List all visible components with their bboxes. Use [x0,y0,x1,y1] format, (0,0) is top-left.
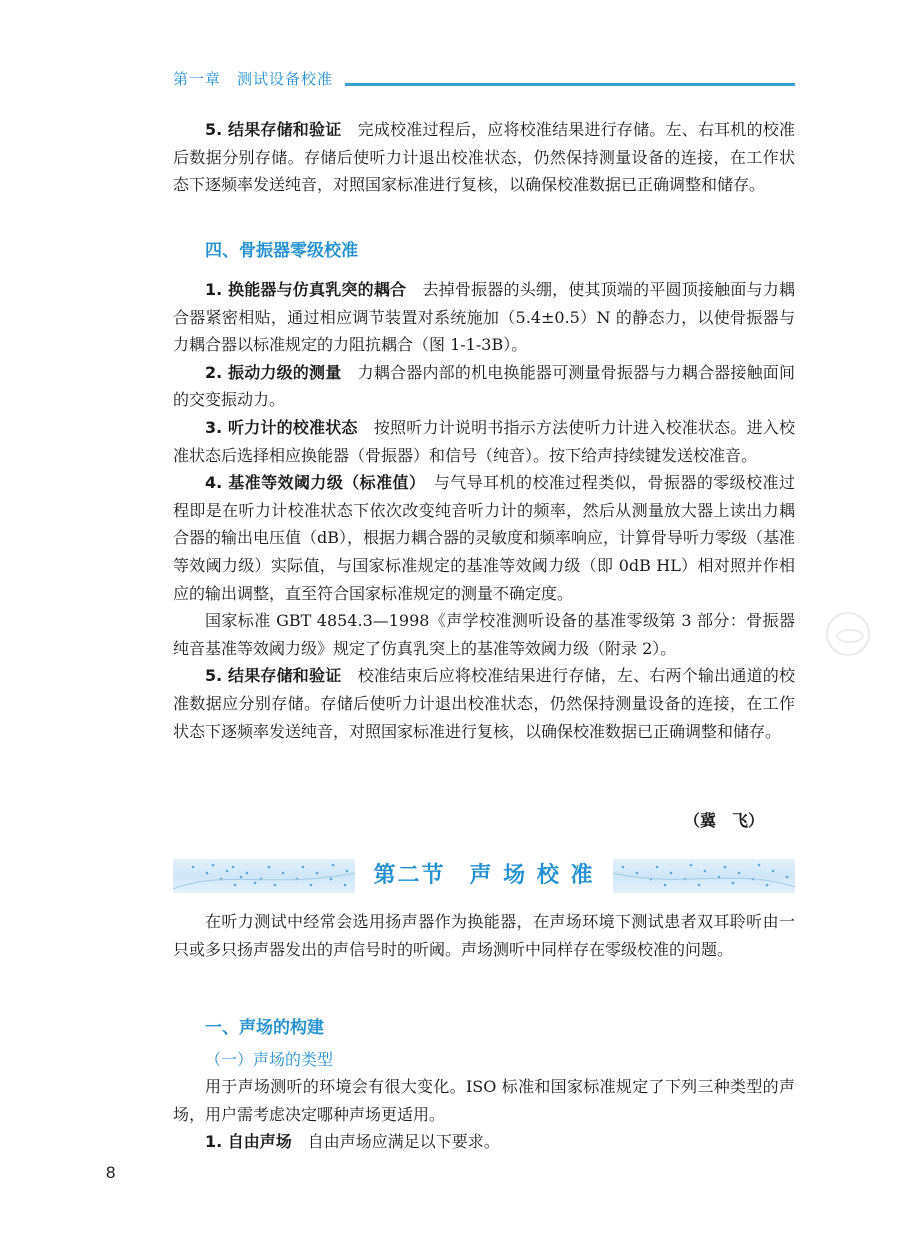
paragraph-lead: 2. 振动力级的测量 [205,362,342,382]
paragraph-text: 完成校准过程后，应将校准结果进行存储。左、右耳机的校准后数据分别存储。存储后使听力计退出校准状态，仍然保持测量设备的连接，在工作状态下逐频率发送纯音，对照国家标准进行复核，以确保校准数据已正确调整和储存。 [173,120,795,195]
body-text-block [173,276,795,745]
paragraph-text: 力耦合器内部的机电换能器可测量骨振器与力耦合器接触面间的交变振动力。 [173,362,795,410]
paragraph-text: 校准结束后应将校准结果进行存储，左、右两个输出通道的校准数据应分别存储。存储后使听力计退出校准状态，仍然保持测量设备的连接，在工作状态下逐频率发送纯音，对照国家标准进行复核，以确保校准数据已正确调整和储存。 [173,666,795,741]
paragraph-text: 按照听力计说明书指示方法使听力计进入校准状态。进入校准状态后选择相应换能器（骨振器）和信号（纯音）。按下给声持续键发送校准音。 [173,417,795,465]
paragraph-text: 在听力测试中经常会选用扬声器作为换能器，在声场环境下测试患者双耳聆听由一只或多只扬声器发出的声信号时的听阈。声场测听中同样存在零级校准的问题。 [173,912,795,959]
paragraph-text: 用于声场测听的环境会有很大变化。ISO 标准和国家标准规定了下列三种类型的声场，用户需考虑决定哪种声场更适用。 [173,1077,795,1124]
paragraph-lead: 1. 自由声场 [205,1132,292,1152]
header-rule [345,83,795,86]
paragraph-lead: 5. 结果存储和验证 [205,120,342,139]
paragraph-calibration-state [173,414,795,469]
paragraph-lead: 3. 听力计的校准状态 [205,417,358,437]
paragraph-environment [173,1073,795,1128]
paragraph-result-storage-1 [173,116,795,199]
subsection-heading-types: （一）声场的类型 [205,1050,334,1069]
paragraph-free-field [173,1128,795,1156]
watermark-stamp [826,612,870,656]
paragraph-text: 去掉骨振器的头绷，使其顶端的平圆顶接触面与力耦合器紧密相贴，通过相应调节装置对系统施加（5.4±0.5）N 的静态力，以使骨振器与力耦合器以标准规定的力阻抗耦合（图 1-1-3B）。 [173,280,795,355]
paragraph-text: 国家标准 GBT 4854.3—1998《声学校准测听设备的基准零级第 3 部分：骨振器纯音基准等效阈力级》规定了仿真乳突上的基准等效阈力级（附录 2）。 [173,611,795,658]
paragraph-lead: 5. 结果存储和验证 [205,666,342,686]
section-banner [173,855,795,897]
paragraph-reference-threshold [173,469,795,607]
running-head: 第一章 测试设备校准 [173,70,334,88]
paragraph-lead: 4. 基准等效阈力级（标准值） [205,473,418,493]
paragraph-result-storage-2 [173,662,795,745]
section-title: 第二节 声 场 校 准 [373,863,595,888]
section-heading-sound-field: 一、声场的构建 [205,1018,324,1038]
paragraph-sound-field-intro [173,908,795,963]
paragraph-lead: 1. 换能器与仿真乳突的耦合 [205,280,407,299]
section-heading-bone-vibrator: 四、骨振器零级校准 [205,241,358,261]
paragraph-coupling [173,276,795,359]
paragraph-text: 与气导耳机的校准过程类似，骨振器的零级校准过程即是在听力计校准状态下依次改变纯音听力计的频率，然后从测量放大器上读出力耦合器的输出电压值（dB），根据力耦合器的灵敏度和频率响应，计算骨导听力零级（基准等效阈力级）实际值，与国家标准规定的基准等效阈力级（即 0dB HL）相对照并作相应的输出调整，直至符合国家标准规定的测量不确定度。 [173,473,796,603]
author-credit: （冀 飞） [683,811,764,830]
paragraph-text: 自由声场应满足以下要求。 [291,1132,500,1152]
paragraph-national-standard [173,607,795,662]
banner-decoration-right [613,859,795,893]
banner-decoration-left [173,859,355,893]
page-number: 8 [106,1163,116,1182]
paragraph-vibration-level [173,359,795,414]
body-text-block-2 [173,1073,795,1156]
